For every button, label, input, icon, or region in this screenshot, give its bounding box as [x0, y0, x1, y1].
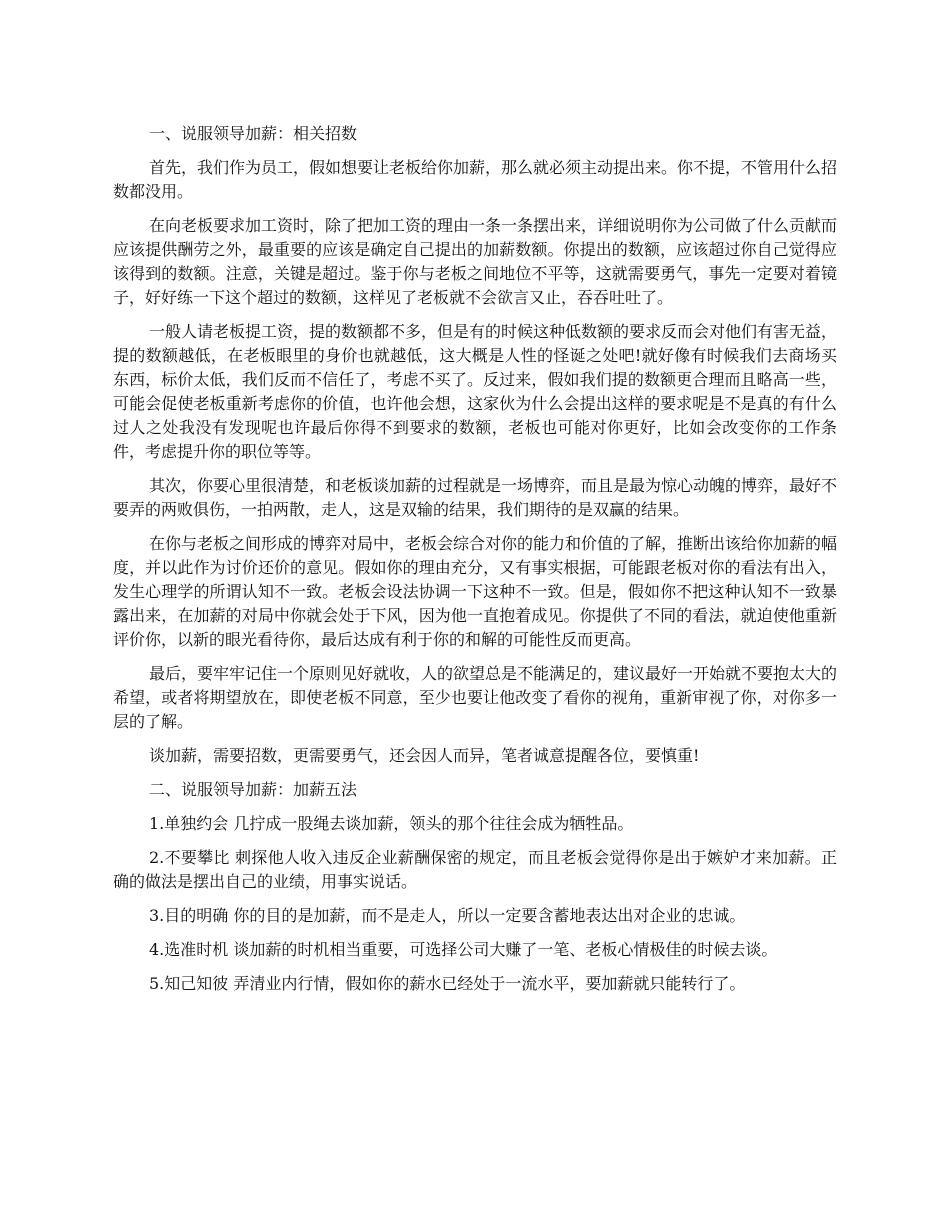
paragraph: 其次，你要心里很清楚，和老板谈加薪的过程就是一场博弈，而且是最为惊心动魄的博弈，最好不要弄的两败俱伤，一拍两散，走人，这是双输的结果，我们期待的是双赢的结果。	[113, 476, 838, 519]
list-item: 5.知己知彼 弄清业内行情，假如你的薪水已经处于一流水平，要加薪就只能转行了。	[149, 974, 746, 993]
document-page	[113, 122, 837, 1006]
list-item: 3.目的明确 你的目的是加薪，而不是走人，所以一定要含蓄地表达出对企业的忠诚。	[149, 906, 746, 925]
paragraph: 在向老板要求加工资时，除了把加工资的理由一条一条摆出来，详细说明你为公司做了什么贡献而应该提供酬劳之外，最重要的应该是确定自己提出的加薪数额。你提出的数额，应该超过你自己觉得应该得到的数额。注意，关键是超过。鉴于你与老板之间地位不平等，这就需要勇气，事先一定要对着镜子，好好练一下这个超过的数额，这样见了老板就不会欲言又止，吞吞吐吐了。	[113, 216, 838, 307]
section-heading-tactics: 一、说服领导加薪：相关招数	[149, 124, 358, 143]
list-item: 1.单独约会 几拧成一股绳去谈加薪，领头的那个往往会成为牺牲品。	[149, 814, 634, 833]
paragraph: 一般人请老板提工资，提的数额都不多，但是有的时候这种低数额的要求反而会对他们有害无益，提的数额越低，在老板眼里的身价也就越低，这大概是人性的怪诞之处吧!就好像有时候我们去商场买东西，标价太低，我们反而不信任了，考虑不买了。反过来，假如我们提的数额更合理而且略高一些，可能会促使老板重新考虑你的价值，也许他会想，这家伙为什么会提出这样的要求呢是不是真的有什么过人之处我没有发现呢也许最后你得不到要求的数额，老板也可能对你更好，比如会改变你的工作条件，考虑提升你的职位等等。	[113, 322, 838, 461]
paragraph: 在你与老板之间形成的博弈对局中，老板会综合对你的能力和价值的了解，推断出该给你加薪的幅度，并以此作为讨价还价的意见。假如你的理由充分，又有事实根据，可能跟老板对你的看法有出入，发生心理学的所谓认知不一致。老板会设法协调一下这种不一致。但是，假如你不把这种认知不一致暴露出来，在加薪的对局中你就会处于下风，因为他一直抱着成见。你提供了不同的看法，就迫使他重新评价你，以新的眼光看待你，最后达成有利于你的和解的可能性反而更高。	[113, 534, 838, 649]
list-item: 4.选准时机 谈加薪的时机相当重要，可选择公司大赚了一笔、老板心情极佳的时候去谈。	[149, 940, 778, 959]
paragraph: 最后，要牢牢记住一个原则见好就收，人的欲望总是不能满足的，建议最好一开始就不要抱太大的希望，或者将期望放在，即使老板不同意，至少也要让他改变了看你的视角，重新审视了你，对你多一层的了解。	[113, 664, 838, 731]
paragraph: 首先，我们作为员工，假如想要让老板给你加薪，那么就必须主动提出来。你不提，不管用什么招数都没用。	[113, 158, 838, 201]
section-heading-five-methods: 二、说服领导加薪：加薪五法	[149, 780, 358, 799]
paragraph: 谈加薪，需要招数，更需要勇气，还会因人而异，笔者诚意提醒各位，要慎重!	[149, 746, 700, 765]
list-item: 2.不要攀比 刺探他人收入违反企业薪酬保密的规定，而且老板会觉得你是出于嫉妒才来加薪。正确的做法是摆出自己的业绩，用事实说话。	[113, 848, 837, 891]
